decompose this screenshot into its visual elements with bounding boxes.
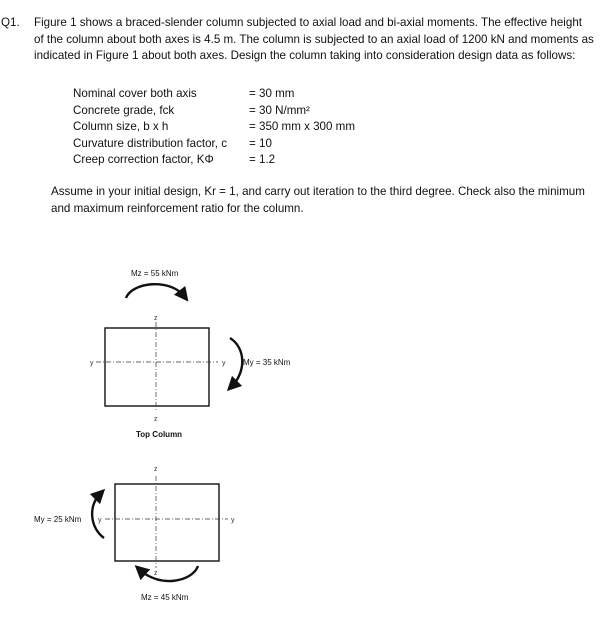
top-column-title: Top Column xyxy=(136,430,183,439)
design-data-label: Nominal cover both axis xyxy=(73,87,197,100)
axis-z-label: z xyxy=(154,466,158,473)
moment-arrow-icon xyxy=(140,566,198,581)
design-data-value: = 10 xyxy=(249,136,272,150)
design-data-value: = 1.2 xyxy=(249,153,276,167)
design-data-value: = 30 N/mm² xyxy=(249,103,310,117)
design-data-value: = 30 mm xyxy=(249,87,295,100)
moment-arrow-icon xyxy=(230,338,242,386)
design-data-label: Column size, b x h xyxy=(73,120,169,134)
moment-arrow-icon xyxy=(92,494,104,538)
question-text: Figure 1 shows a braced-slender column subjected to axial load and bi-axial moments. The effective height of the column about both axes is 4.5 m. The column is subjected to an axial load of 1200 kN and moments as indicated in Figure 1 about both axes. Design the column taking into consideration design data as follows: xyxy=(34,16,594,62)
assumption-text: Assume in your initial design, Kr = 1, and carry out iteration to the third degree. Check also the minimum and maximum reinforcement ratio for the column. xyxy=(51,185,585,215)
axis-y-label: y xyxy=(231,517,235,524)
bottom-column-diagram xyxy=(34,466,235,602)
column-section xyxy=(115,484,219,561)
design-data-value: = 350 mm x 300 mm xyxy=(249,120,355,134)
question-number: Q1. xyxy=(1,16,20,29)
design-data-label: Curvature distribution factor, c xyxy=(73,136,228,150)
design-data-label: Concrete grade, fck xyxy=(73,103,175,117)
axis-y-label: y xyxy=(98,517,102,524)
column-section xyxy=(105,328,209,406)
axis-z-label: z xyxy=(154,315,158,322)
moment-arrow-icon xyxy=(126,284,184,298)
axis-z-label: z xyxy=(154,570,158,577)
bottom-moment-label: Mz = 45 kNm xyxy=(141,593,189,602)
axis-y-label: y xyxy=(222,360,226,367)
axis-z-label: z xyxy=(154,416,158,423)
top-column-diagram xyxy=(90,269,291,439)
right-moment-label: My = 35 kNm xyxy=(243,358,291,367)
left-moment-label: My = 25 kNm xyxy=(34,515,82,524)
design-data-label: Creep correction factor, KΦ xyxy=(73,153,214,167)
axis-y-label: y xyxy=(90,360,94,367)
top-moment-label: Mz = 55 kNm xyxy=(131,269,179,278)
